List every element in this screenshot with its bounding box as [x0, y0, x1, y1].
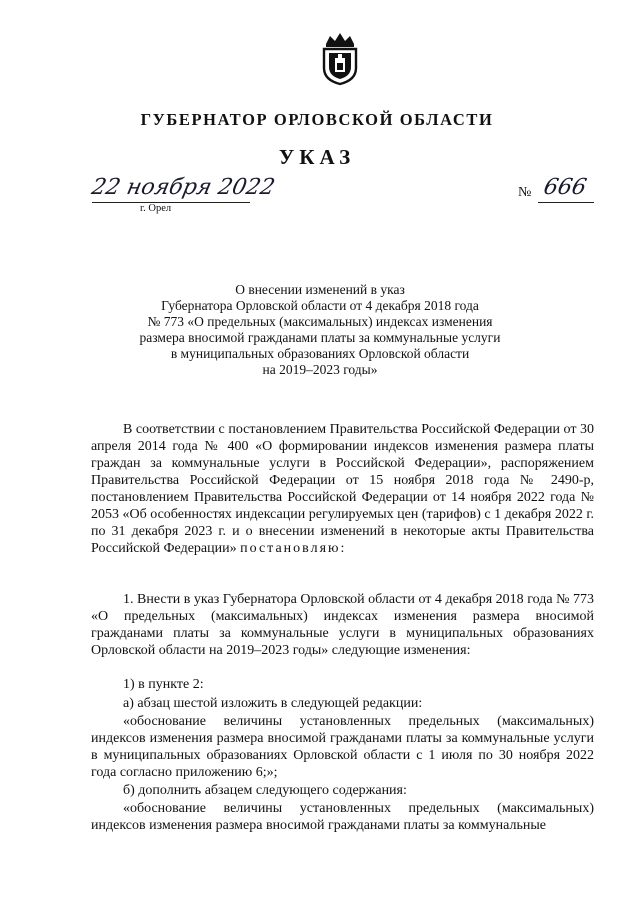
clause-1-text: 1. Внести в указ Губернатора Орловской области от 4 декабря 2018 года № 773 «О предельных (максимальных) индексах изменения размера вносимой гражданами платы за коммунальные услуги в муниципальных образованиях Орловской области на 2019–2023 годы» следующие изменения:: [91, 592, 594, 658]
title-line: на 2019–2023 годы»: [262, 362, 378, 377]
title-line: Губернатора Орловской области от 4 декабря 2018 года: [161, 298, 479, 313]
preamble-paragraph: [91, 421, 594, 557]
handwritten-date: 22 ноября 2022: [89, 175, 278, 200]
quote-b-paragraph: [91, 800, 594, 834]
title-line: размера вносимой гражданами платы за коммунальные услуги: [139, 330, 501, 345]
title-line: в муниципальных образованиях Орловской области: [170, 346, 470, 361]
quote-a-paragraph: [91, 713, 594, 781]
preamble-text: В соответствии с постановлением Правительства Российской Федерации от 30 апреля 2014 года № 400 «О формировании индексов изменения размера платы граждан за коммунальные услуги в Российской Федерации», распоряжением Правительства Российской Федерации от 15 ноября 2018 года № 2490-р, постановлением Правительства Российской Федерации от 14 ноября 2022 года № 2053 «Об особенностях индексации регулируемых цен (тарифов) с 1 декабря 2022 г. по 31 декабря 2023 г. и о внесении изменений в некоторые акты Правительства Российской Федерации»: [91, 422, 594, 556]
number-underline: [538, 202, 594, 203]
subclause-1: 1) в пункте 2:: [123, 677, 204, 692]
issuing-authority: ГУБЕРНАТОР ОРЛОВСКОЙ ОБЛАСТИ: [140, 110, 494, 129]
decree-title: [110, 282, 530, 378]
document-type: УКАЗ: [278, 145, 356, 169]
title-line: № 773 «О предельных (максимальных) индексах изменения: [147, 314, 493, 329]
subclause-b: б) дополнить абзацем следующего содержания:: [123, 783, 407, 798]
clause-1-paragraph: [91, 591, 594, 659]
number-label: №: [518, 185, 532, 200]
handwritten-number: 666: [541, 175, 589, 200]
subclause-a: а) абзац шестой изложить в следующей редакции:: [123, 696, 423, 711]
city-label: г. Орел: [140, 203, 172, 214]
quote-a-text: «обоснование величины установленных предельных (максимальных) индексов изменения размера вносимой гражданами платы за коммунальные услуги в муниципальных образованиях Орловской области с 1 июля по 30 ноября 2022 года согласно приложению 6;»;: [91, 714, 594, 780]
coat-of-arms-emblem: [318, 30, 362, 86]
quote-b-text: «обоснование величины установленных предельных (максимальных) индексов изменения размера вносимой гражданами платы за коммунальные: [91, 801, 594, 833]
decree-word: постановляю:: [240, 541, 347, 556]
title-line: О внесении изменений в указ: [235, 282, 405, 297]
